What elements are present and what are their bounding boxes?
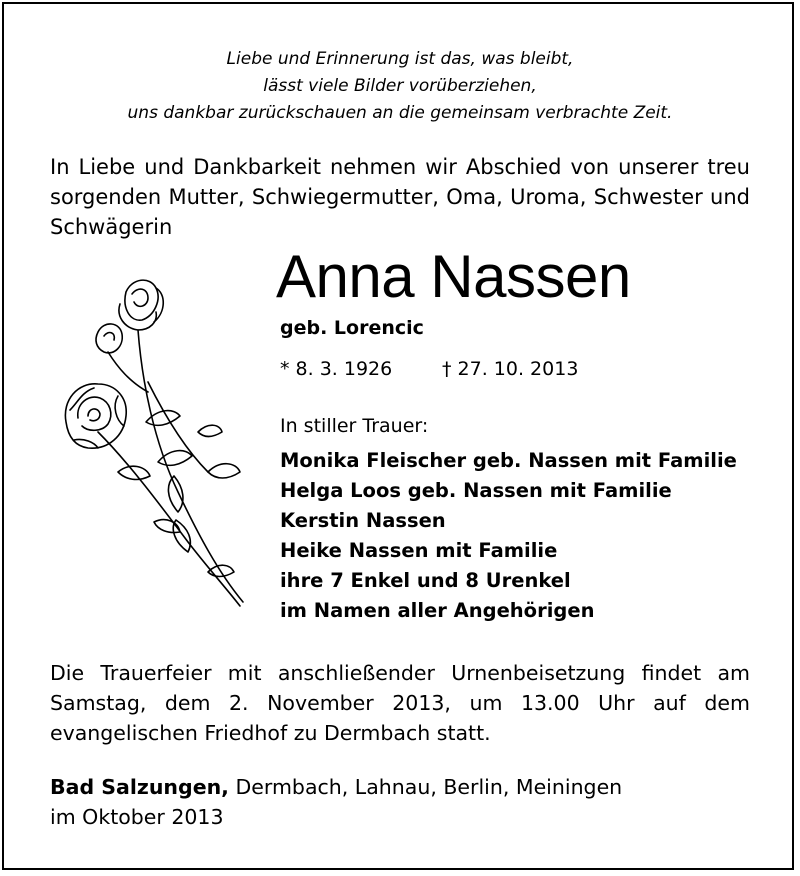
list-item: ihre 7 Enkel und 8 Urenkel	[280, 569, 571, 592]
motto-line: lässt viele Bilder vorüberziehen,	[263, 76, 537, 96]
ceremony-text: Die Trauerfeier mit anschließender Urnenbeisetzung findet am Samstag, dem 2. November 2013, um 13.00 Uhr auf dem evangelischen Friedhof zu Dermbach statt.	[50, 661, 750, 745]
notice-date: im Oktober 2013	[50, 805, 224, 829]
motto-line: uns dankbar zurückschauen an die gemeinsam verbrachte Zeit.	[127, 103, 673, 123]
mourners-list	[280, 446, 737, 626]
place-line	[50, 772, 622, 802]
death-date: † 27. 10. 2013	[442, 358, 579, 380]
place-main: Bad Salzungen,	[50, 775, 229, 799]
motto-line: Liebe und Erinnerung ist das, was bleibt,	[226, 49, 574, 69]
list-item: Heike Nassen mit Familie	[280, 539, 558, 562]
place-and-date	[50, 772, 622, 832]
birth-name: geb. Lorencic	[280, 317, 424, 339]
list-item: Monika Fleischer geb. Nassen mit Familie	[280, 449, 737, 472]
rose-icon	[58, 272, 258, 612]
place-others: Dermbach, Lahnau, Berlin, Meiningen	[228, 775, 623, 799]
birth-date: * 8. 3. 1926	[280, 358, 393, 380]
list-item: Kerstin Nassen	[280, 509, 446, 532]
deceased-name: Anna Nassen	[276, 243, 631, 310]
motto-verse	[0, 46, 800, 127]
list-item: Helga Loos geb. Nassen mit Familie	[280, 479, 672, 502]
life-dates	[280, 355, 578, 383]
list-item: im Namen aller Angehörigen	[280, 599, 595, 622]
mourning-label: In stiller Trauer:	[280, 415, 429, 437]
intro-text: In Liebe und Dankbarkeit nehmen wir Abschied von unserer treu sorgenden Mutter, Schwiegermutter, Oma, Uroma, Schwester und Schwägerin	[50, 155, 750, 239]
